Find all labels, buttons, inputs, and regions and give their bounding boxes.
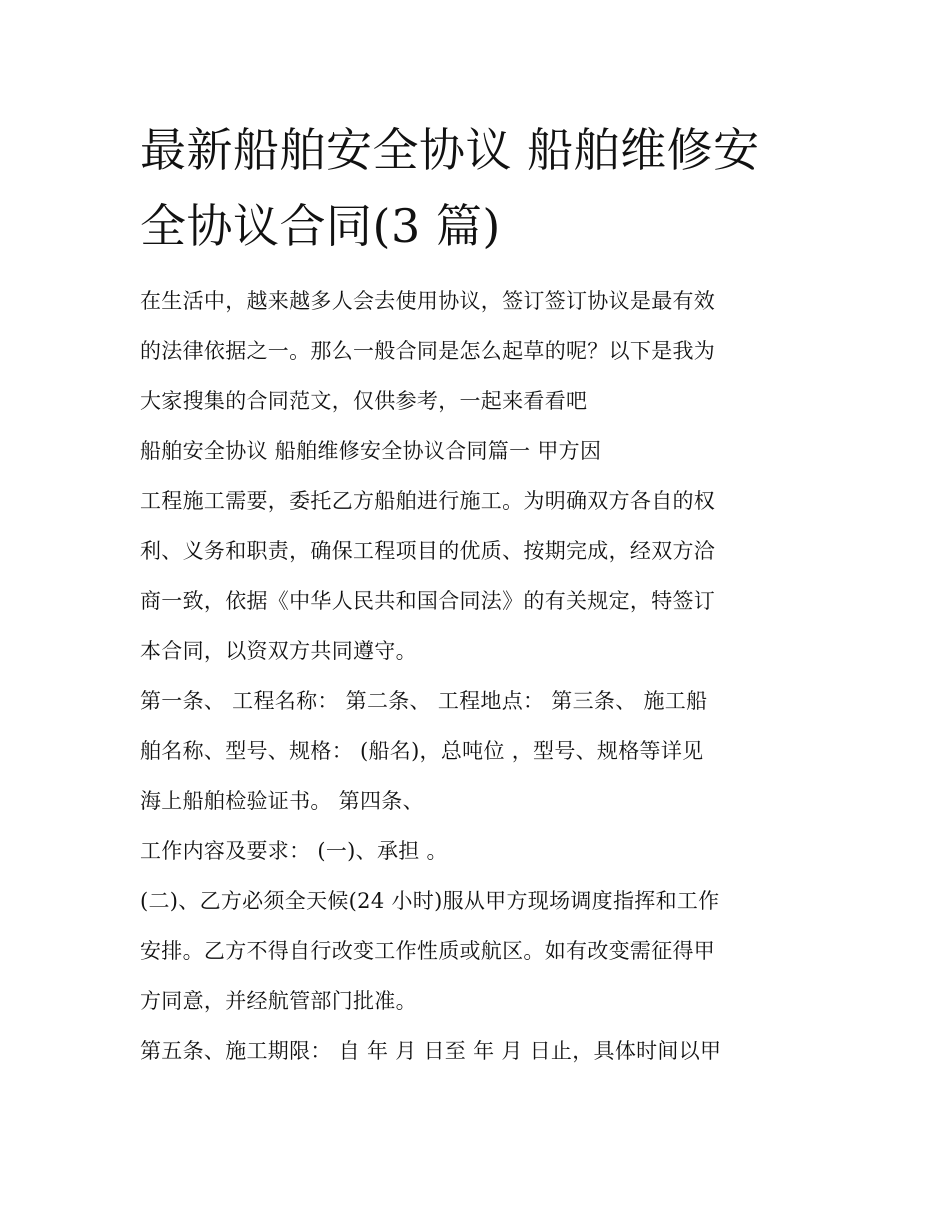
body-line: 第一条、 工程名称： 第二条、 工程地点： 第三条、 施工船 (140, 689, 708, 713)
document-body (140, 276, 820, 1076)
body-line: 的法律依据之一。那么一般合同是怎么起草的呢？以下是我为 (140, 339, 716, 363)
title-line-1: 最新船舶安全协议 船舶维修安 (140, 123, 760, 177)
body-line: 安排。乙方不得自行改变工作性质或航区。如有改变需征得甲 (140, 939, 716, 963)
title-line-2: 全协议合同(3 篇) (140, 199, 501, 253)
body-line: 方同意，并经航管部门批准。 (140, 989, 417, 1013)
body-line: 第五条、施工期限： 自 年 月 日至 年 月 日止，具体时间以甲 (140, 1039, 722, 1063)
body-line: 商一致，依据《中华人民共和国合同法》的有关规定，特签订 (140, 589, 716, 613)
body-line: 船舶安全协议 船舶维修安全协议合同篇一 甲方因 (140, 439, 602, 463)
body-line: 工程施工需要，委托乙方船舶进行施工。为明确双方各自的权 (140, 489, 716, 513)
document-title (140, 112, 820, 264)
body-line: 海上船舶检验证书。 第四条、 (140, 789, 424, 813)
body-line: 工作内容及要求： (一)、承担 。 (140, 839, 448, 863)
body-line: (二)、乙方必须全天候(24 小时)服从甲方现场调度指挥和工作 (140, 889, 720, 913)
body-line: 大家搜集的合同范文，仅供参考，一起来看看吧 (140, 389, 588, 413)
body-line: 本合同，以资双方共同遵守。 (140, 639, 417, 663)
body-line: 在生活中，越来越多人会去使用协议，签订签订协议是最有效 (140, 289, 716, 313)
body-line: 舶名称、型号、规格： (船名)，总吨位 ，型号、规格等详见 (140, 739, 704, 763)
body-line: 利、义务和职责，确保工程项目的优质、按期完成，经双方洽 (140, 539, 716, 563)
